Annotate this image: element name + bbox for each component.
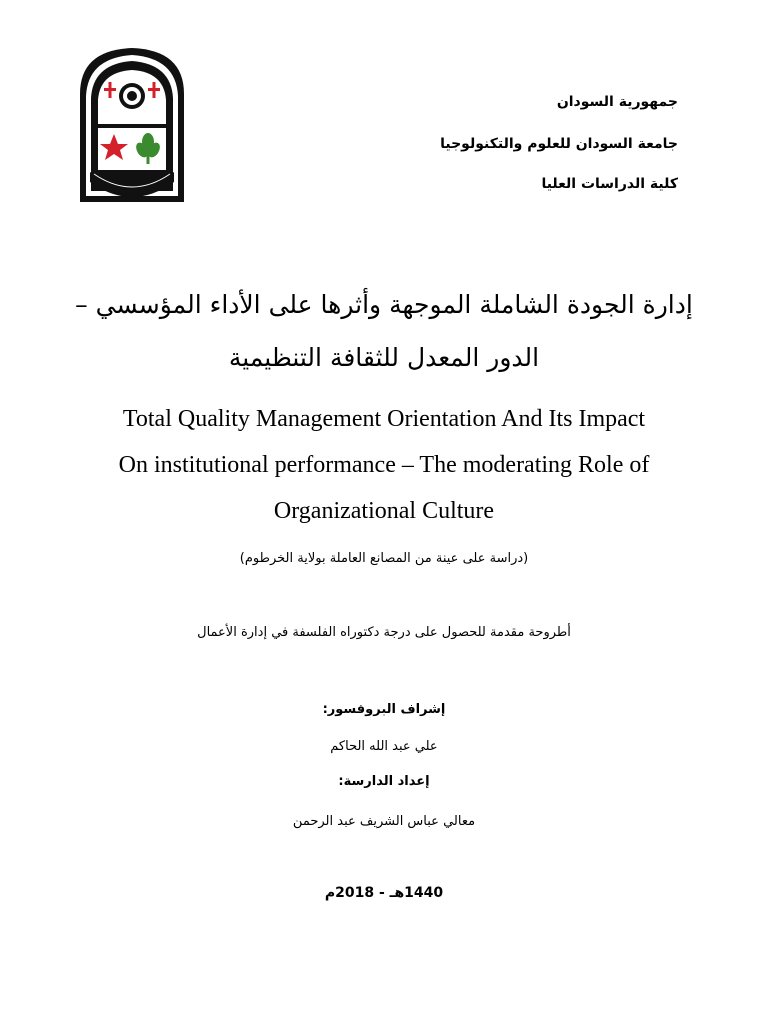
arabic-title-line-1: إدارة الجودة الشاملة الموجهة وأثرها على الأداء المؤسسي – bbox=[75, 290, 693, 319]
english-title-line-2: On institutional performance – The moderating Role of bbox=[118, 452, 650, 478]
arabic-title-line-2: الدور المعدل للثقافة التنظيمية bbox=[228, 343, 540, 372]
study-sample-note: (دراسة على عينة من المصانع العاملة بولاية الخرطوم) bbox=[239, 551, 529, 566]
date-line: 1440هـ - 2018م bbox=[324, 885, 444, 901]
thesis-statement: أطروحة مقدمة للحصول على درجة دكتوراه الفلسفة في إدارة الأعمال bbox=[197, 625, 571, 640]
english-title-line-1: Total Quality Management Orientation And Its Impact bbox=[122, 406, 646, 432]
university-logo-icon bbox=[76, 44, 188, 204]
republic-name: جمهورية السودان bbox=[556, 94, 678, 110]
university-name: جامعة السودان للعلوم والتكنولوجيا bbox=[440, 136, 678, 152]
author-name: معالي عباس الشريف عبد الرحمن bbox=[292, 814, 476, 829]
supervision-label: إشراف البروفسور: bbox=[322, 702, 446, 717]
supervisor-name: علي عبد الله الحاكم bbox=[330, 739, 438, 754]
prepared-by-label: إعداد الدارسة: bbox=[338, 774, 430, 789]
college-name: كلية الدراسات العليا bbox=[541, 176, 678, 192]
english-title-line-3: Organizational Culture bbox=[273, 498, 495, 524]
